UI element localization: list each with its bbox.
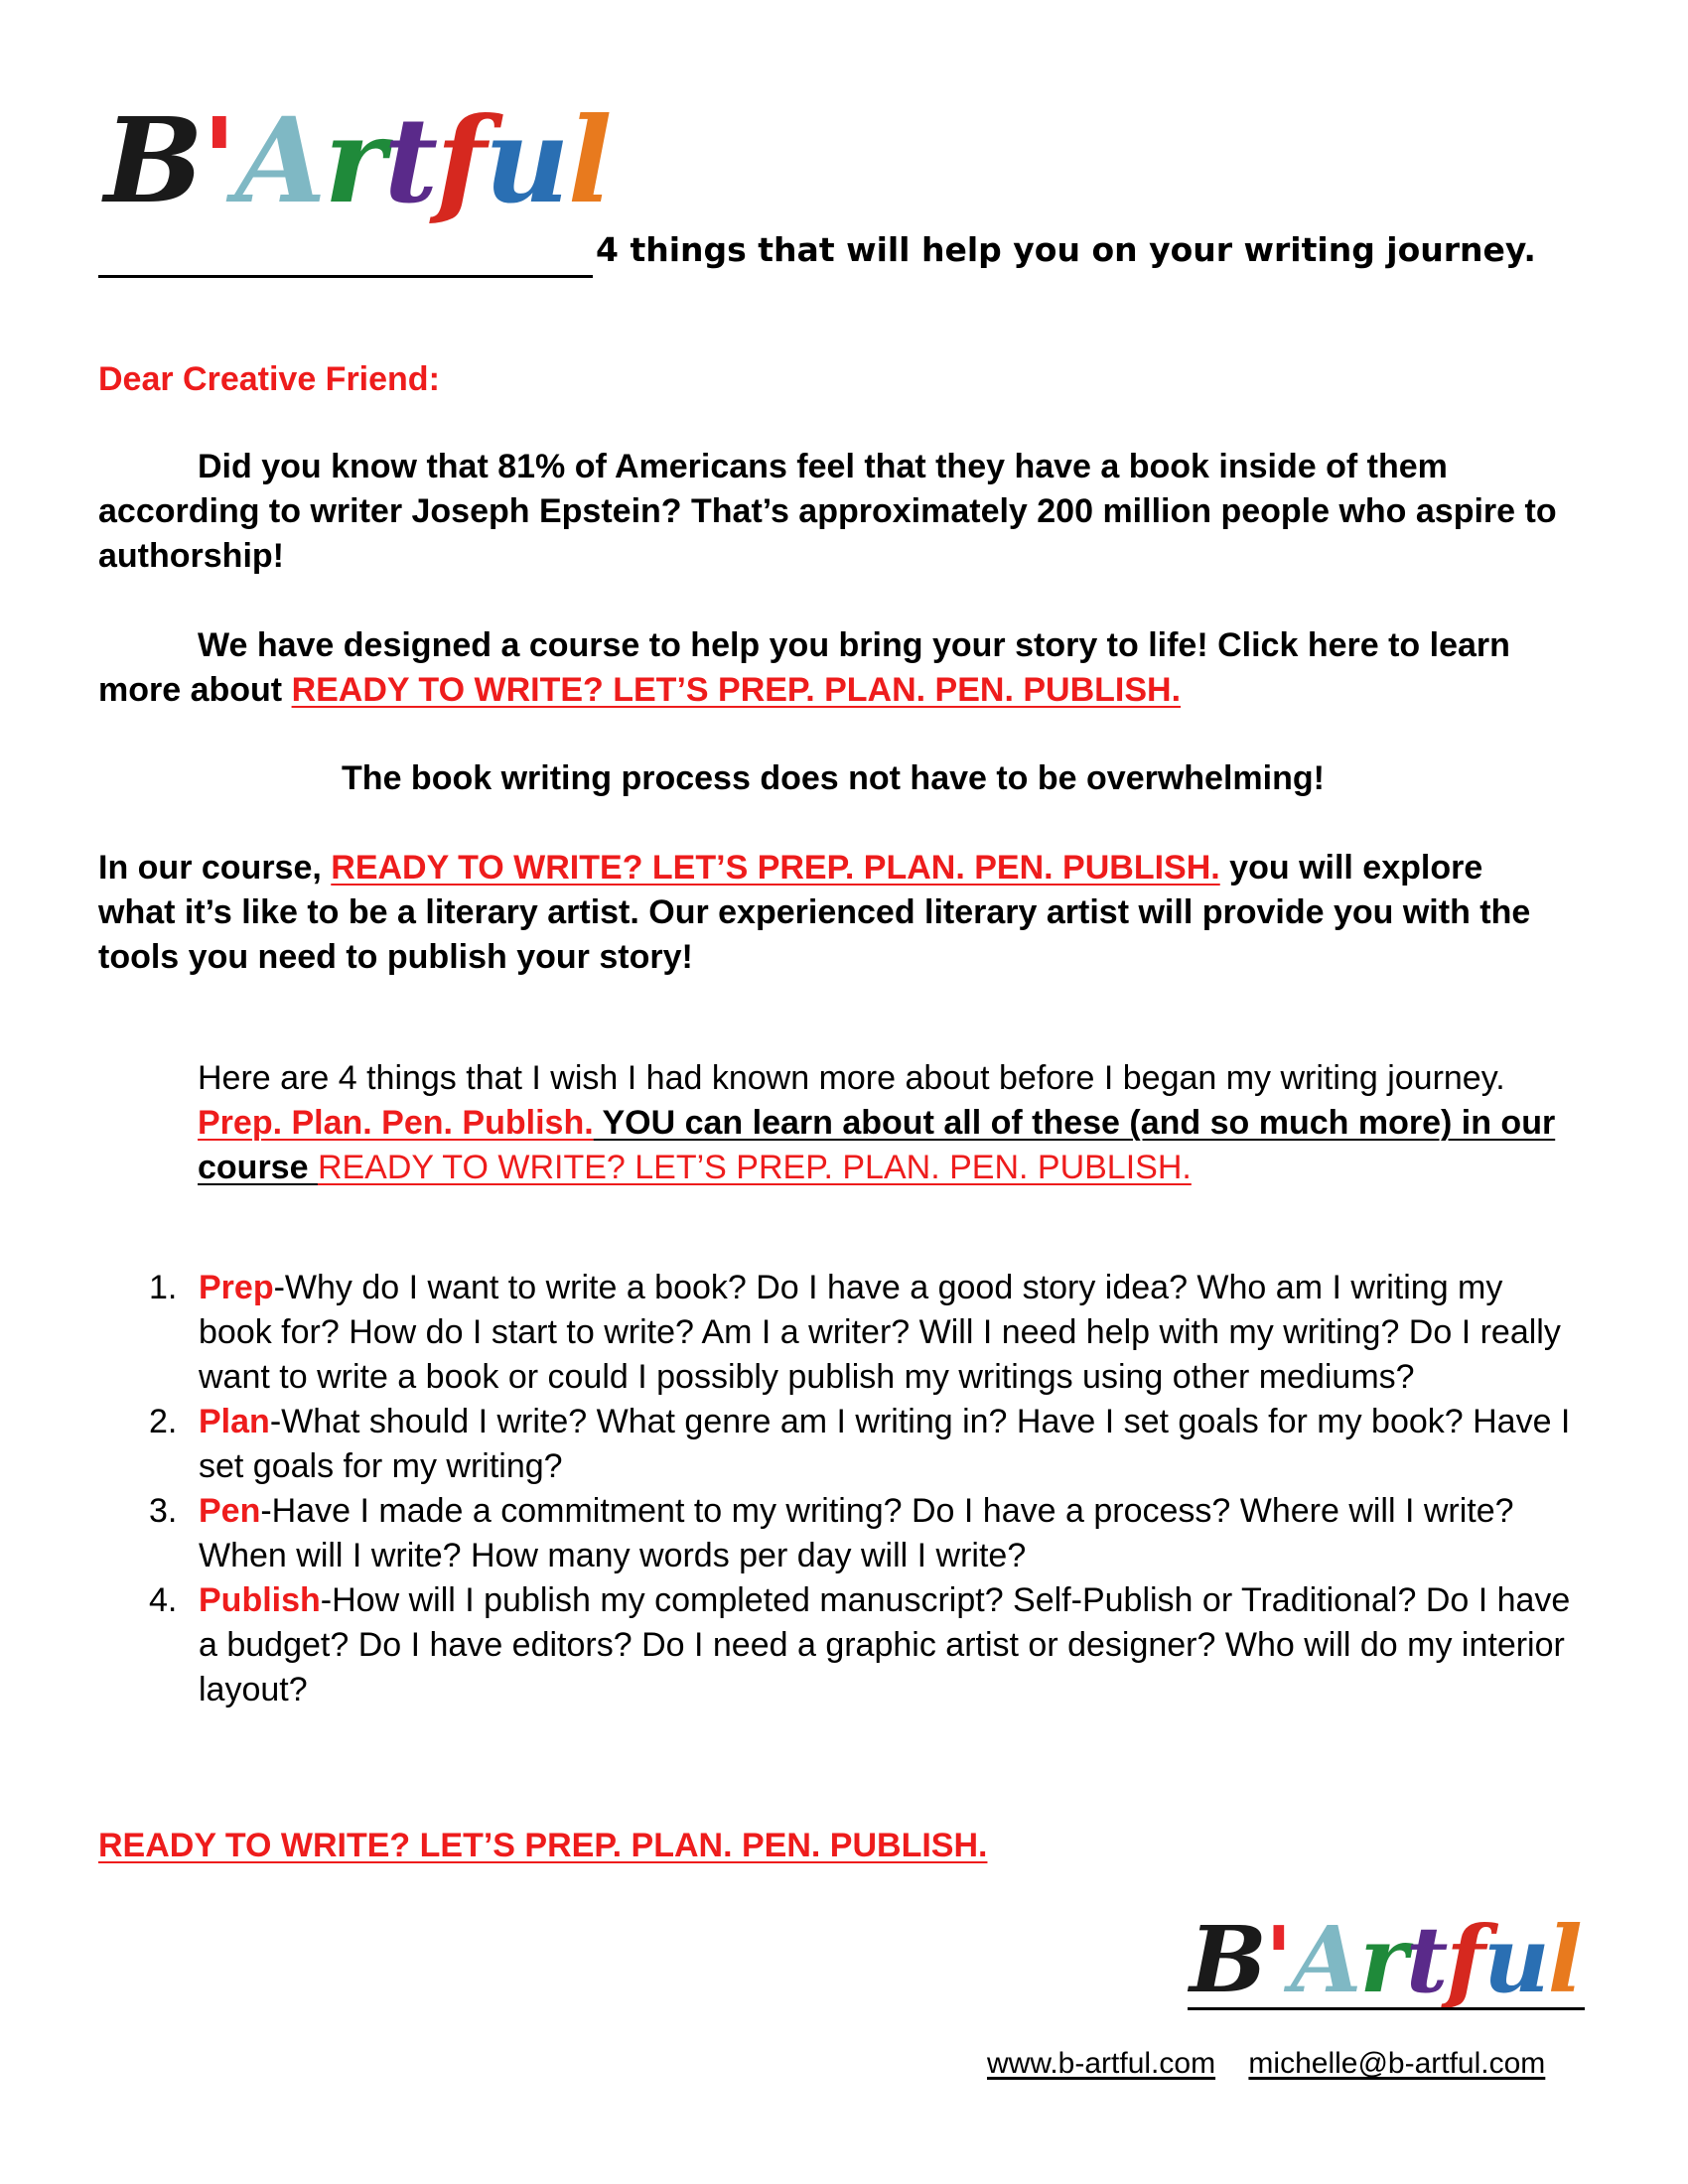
list-item	[149, 1578, 1579, 1712]
list-item	[149, 1266, 1579, 1400]
list-number: 3.	[149, 1492, 178, 1530]
list-item-text	[199, 1400, 1579, 1489]
logo-letter: A	[234, 91, 325, 229]
list-intro-bold: YOU can learn about all of these (and so much more) in our course	[198, 1104, 1556, 1186]
list-item-text	[199, 1489, 1579, 1578]
email-link[interactable]: michelle@b-artful.com	[1248, 2047, 1546, 2080]
footer-spacer	[1223, 2047, 1240, 2080]
brand-logo	[104, 91, 611, 229]
steps-highlight: Prep. Plan. Pen. Publish.	[198, 1104, 594, 1142]
cta-line	[98, 1824, 1568, 1868]
website-link[interactable]: www.b-artful.com	[987, 2047, 1216, 2080]
cta-link[interactable]: READY TO WRITE? LET’S PREP. PLAN. PEN. PUBLISH.	[98, 1827, 988, 1864]
course-description-lead: In our course,	[98, 849, 332, 887]
logo-letter: A	[1290, 1906, 1360, 2013]
logo-letter: '	[201, 91, 235, 229]
steps-list	[149, 1266, 1579, 1712]
logo-letter: u	[484, 91, 568, 229]
course-link[interactable]: READY TO WRITE? LET’S PREP. PLAN. PEN. PUBLISH.	[291, 671, 1182, 709]
logo-letter: t	[383, 91, 437, 229]
header-divider	[98, 275, 593, 278]
logo-letter: B	[1190, 1906, 1265, 2013]
list-item-text	[199, 1266, 1579, 1400]
list-description: -Have I made a commitment to my writing? Do I have a process? Where will I write? When will I write? How many words per day will I write?	[199, 1492, 1514, 1574]
list-intro-text: Here are 4 things that I wish I had known more about before I began my writing journey.	[198, 1059, 1505, 1097]
list-term: Publish	[199, 1581, 321, 1619]
footer-logo	[1190, 1906, 1581, 2013]
list-item-text	[199, 1578, 1579, 1712]
list-number: 4.	[149, 1581, 178, 1619]
course-description-text: you will explore what it’s like to be a literary artist. Our experienced literary artist will provide you with the tools you need to publish your story!	[98, 849, 1531, 976]
logo-letter: u	[1482, 1906, 1548, 2013]
logo-letter: r	[1359, 1906, 1406, 2013]
logo-letter: l	[567, 91, 611, 229]
list-number: 1.	[149, 1269, 178, 1306]
list-description: -How will I publish my completed manuscript? Self-Publish or Traditional? Do I have a budget? Do I have editors? Do I need a graphic artist or designer? Who will do my interior layout?	[199, 1581, 1571, 1708]
list-number: 2.	[149, 1403, 178, 1440]
page-title: 4 things that will help you on your writing journey.	[596, 230, 1536, 269]
logo-letter: f	[436, 91, 485, 229]
course-paragraph-text: We have designed a course to help you bring your story to life! Click here to learn more about	[98, 626, 1510, 709]
list-item	[149, 1489, 1579, 1578]
course-paragraph	[98, 623, 1568, 713]
logo-letter: l	[1547, 1906, 1581, 2013]
footer-divider	[1188, 2007, 1585, 2010]
list-description: -What should I write? What genre am I writing in? Have I set goals for my book? Have I set goals for my writing?	[199, 1403, 1571, 1485]
intro-paragraph: Did you know that 81% of Americans feel that they have a book inside of them according to writer Joseph Epstein? That’s approximately 200 million people who aspire to authorship!	[98, 448, 1557, 575]
logo-letter: t	[1405, 1906, 1447, 2013]
list-intro	[198, 1056, 1578, 1190]
list-term: Prep	[199, 1269, 274, 1306]
course-link-list[interactable]: READY TO WRITE? LET’S PREP. PLAN. PEN. PUBLISH.	[317, 1149, 1192, 1186]
list-description: -Why do I want to write a book? Do I have a good story idea? Who am I writing my book for? How do I start to write? Am I a writer? Will I need help with my writing? Do I really want to write a book or could I possibly publish my writings using other mediums?	[199, 1269, 1561, 1396]
logo-letter: '	[1264, 1906, 1291, 2013]
course-description	[98, 846, 1568, 980]
course-link-inline[interactable]: READY TO WRITE? LET’S PREP. PLAN. PEN. PUBLISH.	[331, 849, 1220, 887]
footer-contact	[987, 2047, 1545, 2081]
reassurance-line: The book writing process does not have to be overwhelming!	[342, 759, 1325, 797]
list-item	[149, 1400, 1579, 1489]
list-term: Pen	[199, 1492, 261, 1530]
logo-letter: B	[104, 91, 202, 229]
list-term: Plan	[199, 1403, 270, 1440]
logo-letter: r	[324, 91, 384, 229]
greeting: Dear Creative Friend:	[98, 360, 440, 398]
logo-letter: f	[1446, 1906, 1483, 2013]
